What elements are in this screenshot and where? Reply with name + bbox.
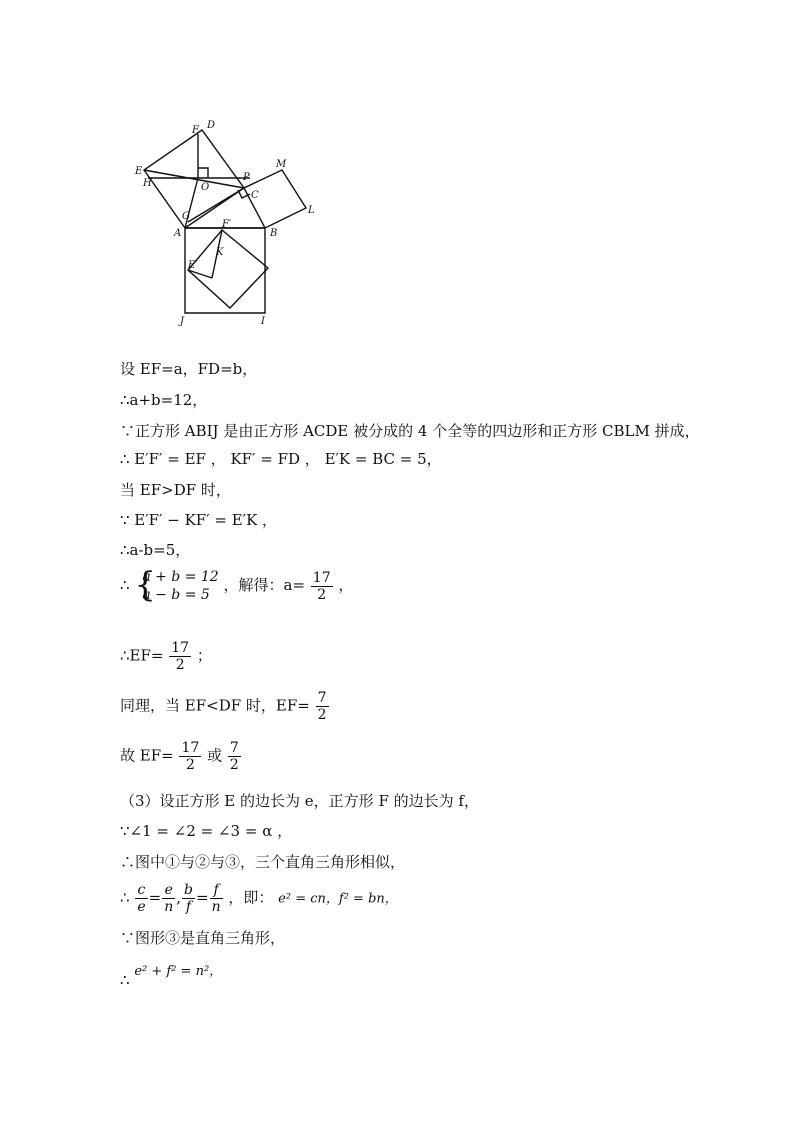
fraction-denominator: e [137, 899, 146, 915]
fraction-denominator: 2 [179, 756, 201, 773]
fraction-numerator: 17 [181, 740, 200, 756]
fraction-numerator: 17 [312, 569, 331, 586]
fraction-denominator: 2 [229, 757, 239, 773]
text-line-10 [120, 690, 330, 723]
fraction-e-n [162, 882, 175, 915]
label-k: K [216, 247, 224, 258]
label-e-prime: E′ [188, 260, 198, 271]
text-line-2: ∴a+b=12， [120, 391, 208, 409]
namely-text: ，即： [228, 888, 274, 907]
fraction-c-e [135, 882, 147, 915]
fraction-ef-alt [316, 690, 329, 723]
label-d: D [207, 120, 216, 131]
label-b: B [270, 228, 278, 239]
system-eq-2: a − b = 5 [142, 587, 210, 603]
therefore-symbol: ∴ [120, 576, 130, 594]
fraction-denominator: n [164, 899, 174, 915]
conclusion-text: 故 EF= [120, 746, 174, 765]
label-a: A [174, 228, 182, 239]
fraction-denominator: n [211, 899, 221, 915]
fraction-numerator: 17 [171, 640, 190, 656]
fraction-denominator: 2 [169, 656, 191, 673]
text-line-13: ∵∠1 = ∠2 = ∠3 = α ， [120, 822, 293, 840]
text-line-3: ∵正方形 ABIJ 是由正方形 ACDE 被分成的 4 个全等的四边形和正方形 CBLM 拼成， [120, 422, 700, 440]
line-ec [144, 170, 244, 188]
fraction-numerator: c [137, 882, 146, 898]
text-line-11 [120, 740, 242, 773]
label-f: F [192, 125, 199, 136]
therefore-symbol: ∴ [120, 971, 130, 989]
geometry-figure [130, 118, 330, 330]
text-line-9 [120, 640, 212, 673]
text-line-1: 设 EF=a，FD=b， [120, 360, 258, 378]
line-gc [188, 188, 244, 222]
ef-label: ∴EF= [120, 646, 164, 665]
fraction-denominator: 2 [311, 586, 333, 603]
fraction-denominator: f [182, 898, 195, 915]
pythagoras-relation: e² + f² = n²， [134, 964, 223, 979]
fraction-b-f [182, 882, 195, 915]
fraction-numerator: 7 [229, 740, 239, 756]
solve-text: ，解得：a= [223, 576, 306, 594]
fraction-numerator: b [184, 882, 193, 898]
fraction-ef [169, 640, 191, 673]
punctuation: ， [338, 576, 354, 594]
brace-icon: { [134, 565, 156, 605]
label-h: H [143, 178, 152, 189]
fraction-denominator: 2 [317, 707, 327, 723]
label-m: M [276, 159, 287, 170]
text-line-14: ∴图中①与②与③，三个直角三角形相似， [120, 853, 406, 871]
system-eq-1: a + b = 12 [142, 569, 219, 585]
text-line-15: ∴ $\frac{c}{e}$ = $\frac{e}{n}$ , $\frac{b}{f}$ = $\frac{f}{n}$ ，即： e² = cn，f² = bn， [120, 882, 398, 915]
square-relations: e² = cn，f² = bn， [278, 891, 398, 907]
fraction-numerator: 7 [317, 690, 327, 706]
fraction-f-n [210, 882, 223, 915]
text-line-4: ∴ E′F′ = EF ， KF′ = FD ， E′K = BC = 5， [120, 450, 442, 468]
text-line-17 [120, 960, 223, 989]
text-line-6: ∵ E′F′ − KF′ = E′K ， [120, 511, 278, 529]
label-f-prime: F′ [222, 219, 232, 230]
text-line-12: （3）设正方形 E 的边长为 e，正方形 F 的边长为 f， [120, 792, 479, 810]
punctuation: ； [196, 646, 212, 665]
fraction-numerator: f [213, 882, 219, 898]
label-e: E [135, 166, 143, 177]
or-text: 或 [207, 746, 223, 765]
label-c: C [251, 190, 259, 201]
fraction-answer-2 [228, 740, 241, 773]
label-p: P [243, 172, 250, 183]
label-o: O [201, 182, 210, 193]
label-l: L [308, 205, 315, 216]
inner-square [188, 230, 268, 308]
similarly-text: 同理，当 EF<DF 时，EF= [120, 696, 310, 715]
right-angle-o [198, 168, 208, 178]
label-j: J [180, 316, 185, 327]
text-line-7: ∴a-b=5， [120, 541, 191, 559]
therefore-symbol: ∴ [120, 888, 130, 907]
fraction-numerator: e [164, 882, 173, 898]
label-g: G [182, 211, 190, 222]
fraction-a [311, 570, 333, 603]
text-line-8 [120, 565, 354, 605]
text-line-16: ∵图形③是直角三角形， [120, 929, 286, 947]
fraction-answer-1 [179, 740, 201, 773]
equation-system [134, 565, 219, 605]
label-i: I [261, 316, 265, 327]
text-line-5: 当 EF>DF 时， [120, 481, 231, 499]
